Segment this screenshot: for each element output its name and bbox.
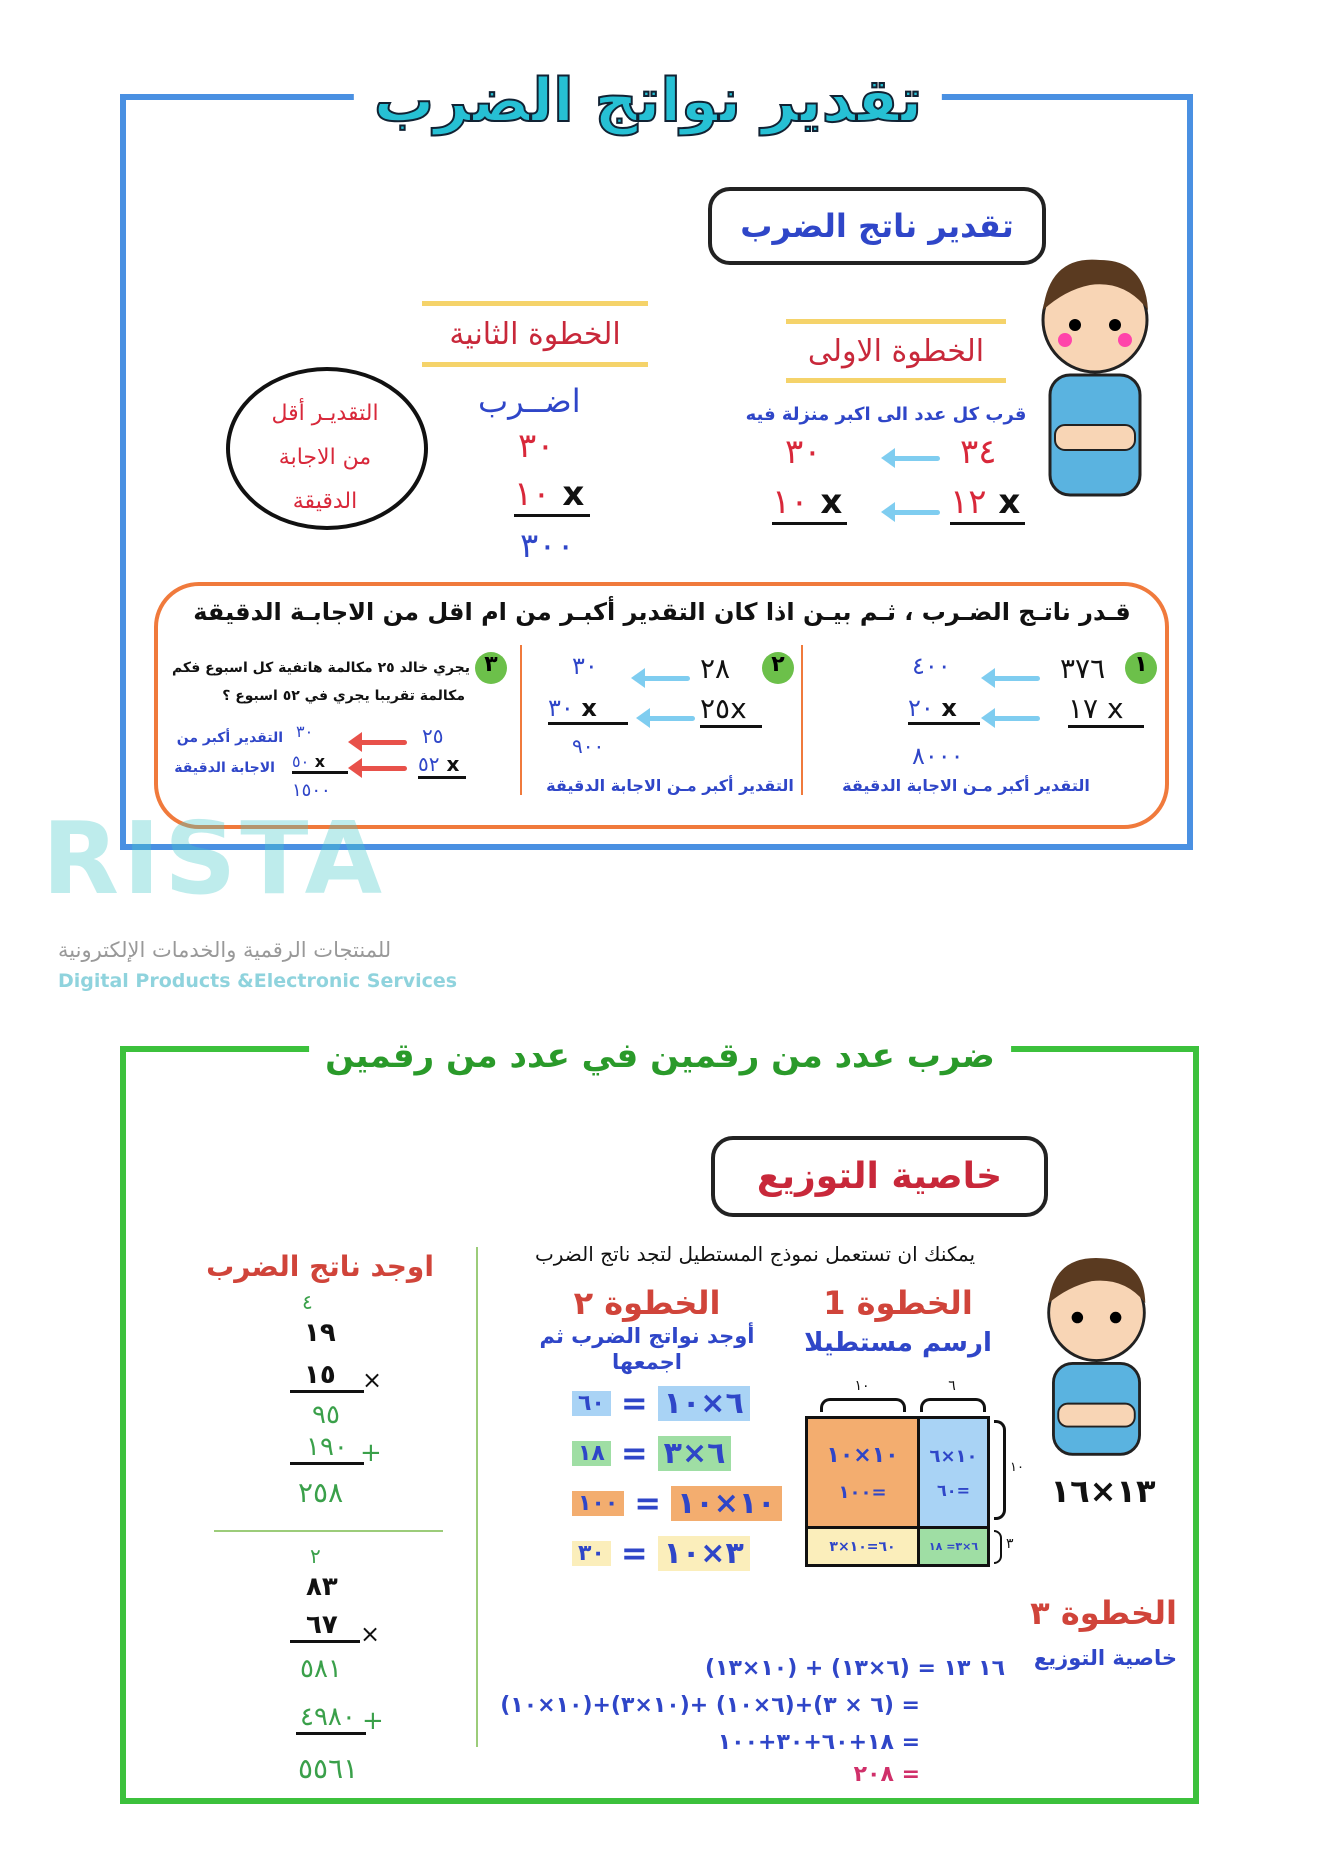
item-number-badge: ٣: [475, 652, 507, 684]
value: ٥٢: [418, 752, 440, 776]
plus-icon: +: [362, 1706, 384, 1736]
equals-sign: =: [620, 1434, 648, 1472]
item1-rb: ٢٠ x: [908, 694, 980, 725]
partial-product: ٥٨١: [300, 1654, 342, 1684]
partial-product: ٤٩٨٠: [296, 1702, 366, 1735]
step-one-instruction: قرب كل عدد الى اكبر منزلة فيه: [745, 404, 1027, 425]
step-two-text: الخطوة الثانية: [449, 316, 621, 352]
problem-label: ١٣×١٦: [1050, 1472, 1156, 1510]
arrow-icon: [985, 716, 1040, 721]
item1-note: التقدير أكبر مـن الاجابة الدقيقة: [842, 776, 1090, 795]
value: ٥٠: [292, 752, 310, 771]
product-row: [572, 1384, 750, 1422]
item3-note2: الاجابة الدقيقة: [174, 760, 275, 776]
carry-digit: ٢: [310, 1544, 321, 1568]
brace-icon: [920, 1398, 986, 1412]
step2-result: ٣٠٠: [520, 526, 575, 566]
value: ١٠: [514, 474, 551, 514]
item2-result: ٩٠٠: [572, 734, 605, 758]
rect-side-label-a: ١٠: [1010, 1460, 1024, 1475]
item3-a: ٢٥: [422, 724, 444, 748]
divider: [801, 645, 803, 795]
multiplier: ٦٧: [290, 1610, 360, 1643]
product-row: [572, 1534, 750, 1572]
rect-cell-ones-ones: [920, 1529, 987, 1564]
bottom-title: ضرب عدد من رقمين في عدد من رقمين: [309, 1036, 1011, 1076]
cell-text: ٦٠=١٠×٣: [829, 1538, 896, 1555]
rect-cell-tens-ones: [808, 1529, 920, 1564]
times-icon: ×: [362, 1366, 383, 1394]
dist-step1-instruction: ارسم مستطيلا: [804, 1328, 992, 1358]
step1-original-1: ٣٤: [960, 432, 997, 472]
times-icon: ×: [360, 1620, 381, 1648]
item2-b: ٢٥x: [700, 692, 762, 728]
exercise-header: قـدر ناتـج الضـرب ، ثـم بيـن اذا كان التقدير أكبـر من ام اقل من الاجابـة الدقيقة: [193, 598, 1131, 626]
step3-line: = (٦ × ٣)+(٦×١٠) +(١٠×٣)+(١٠×١٠): [500, 1693, 920, 1718]
item1-b: ١٧ x: [1068, 692, 1144, 728]
arrow-icon: [885, 456, 940, 461]
step2-n1: ٣٠: [518, 426, 555, 466]
step-one-label: [786, 319, 1006, 383]
arrow-icon: [635, 676, 690, 681]
item1-ra: ٤٠٠: [912, 652, 951, 680]
product-result: ١٠٠: [572, 1491, 624, 1516]
bubble-text: تقدير ناتج الضرب: [740, 207, 1014, 245]
product-result: ١٨: [572, 1441, 611, 1466]
multiplier: ١٥: [290, 1360, 364, 1393]
cell-text: ١٠×١٠: [826, 1442, 899, 1468]
value: ٢٠: [908, 694, 934, 722]
intro-text: يمكنك ان تستعمل نموذج المستطيل لتجد ناتج الضرب: [534, 1242, 976, 1266]
boy-icon: [1030, 240, 1160, 510]
step1-rounded-2: ١٠ x: [772, 482, 847, 525]
dist-step2-label: الخطوة ٢: [573, 1284, 721, 1322]
area-rectangle: [805, 1416, 990, 1567]
step-two-instruction: اضــرب: [478, 382, 581, 420]
product-expression: ٣×١٠: [658, 1536, 750, 1571]
item2-note: التقدير أكبر مـن الاجابة الدقيقة: [546, 776, 794, 795]
multiplicand: ١٩: [304, 1318, 336, 1348]
rect-cell-tens-tens: [808, 1419, 920, 1529]
multiplicand: ٨٣: [306, 1572, 338, 1602]
item2-rb: ٣٠ x: [548, 694, 628, 725]
dist-step1-label: الخطوة 1: [823, 1284, 973, 1322]
product-row: [572, 1434, 731, 1472]
step-one-text: الخطوة الاولى: [807, 333, 985, 369]
item3-rb: ٥٠ x: [292, 752, 348, 774]
dist-step3-sub: خاصية التوزيع: [1033, 1646, 1177, 1670]
arrow-icon: [885, 510, 940, 515]
item3-ra: ٣٠: [296, 722, 314, 741]
rect-top-label-b: ٦: [948, 1378, 956, 1394]
item3-b: ٥٢ x: [418, 752, 466, 779]
brace-icon: [994, 1530, 1002, 1564]
cloud-line: من الاجابة: [278, 445, 372, 470]
total: ٢٥٨: [298, 1476, 344, 1509]
cell-text: ٦٠=: [937, 1480, 970, 1500]
value: ١٠: [772, 482, 809, 522]
cloud-text: [271, 392, 378, 524]
watermark-line2: Digital Products &Electronic Services: [58, 970, 458, 992]
brace-icon: [994, 1420, 1006, 1520]
value: ٢٥: [700, 692, 731, 725]
item1-a: ٣٧٦: [1060, 652, 1106, 685]
partial-product: ٩٥: [312, 1400, 340, 1430]
equals-sign: =: [634, 1484, 662, 1522]
step1-original-2: ١٢ x: [950, 482, 1025, 525]
step3-line: = ١٨+٦٠+٣٠+١٠٠: [717, 1730, 920, 1755]
total: ٥٥٦١: [298, 1752, 359, 1785]
arrow-icon: [985, 676, 1040, 681]
equals-sign: =: [620, 1534, 648, 1572]
cell-text: ١٠٠=: [838, 1481, 887, 1503]
watermark-line1: للمنتجات الرقمية والخدمات الإلكترونية: [58, 938, 392, 962]
product-result: ٦٠: [572, 1391, 611, 1416]
bubble-text: خاصية التوزيع: [756, 1156, 1003, 1197]
rect-top-label-a: ١٠: [854, 1378, 870, 1394]
dist-step2-instruction2: اجمعها: [611, 1350, 683, 1374]
item3-question-line1: يجري خالد ٢٥ مكالمة هاتفية كل اسبوع فكم: [171, 660, 470, 676]
rect-cell-ones-tens: [920, 1419, 987, 1529]
item3-question-line2: مكالمة تقريبا يجري في ٥٢ اسبوع ؟: [222, 688, 465, 704]
watermark-logo: RISTA: [42, 800, 387, 917]
step2-n2: ١٠ x: [514, 474, 590, 517]
divider: [520, 645, 522, 795]
item-number-badge: ١: [1125, 652, 1157, 684]
product-result: ٣٠: [572, 1541, 611, 1566]
value: ٣٠: [548, 694, 574, 722]
step1-rounded-1: ٣٠: [785, 432, 822, 472]
speech-bubble-distributive: [711, 1136, 1048, 1217]
cloud-line: الدقيقة: [292, 489, 358, 514]
dist-step3-label: الخطوة ٣: [1030, 1594, 1177, 1632]
cell-text: ٦×٣= ١٨: [928, 1539, 979, 1553]
find-product-header: اوجد ناتج الضرب: [206, 1250, 434, 1283]
divider: [476, 1247, 478, 1747]
item2-ra: ٣٠: [572, 652, 598, 680]
item3-note1: التقدير أكبر من: [176, 730, 283, 746]
step-two-label: [422, 301, 648, 367]
product-expression: ٦×١٠: [658, 1386, 750, 1421]
top-title: تقدير نواتج الضرب: [354, 66, 942, 136]
item-number-badge: ٢: [762, 652, 794, 684]
divider: [214, 1530, 443, 1532]
arrow-icon: [352, 740, 407, 745]
product-expression: ٦×٣: [658, 1436, 732, 1471]
step3-result-line: = ٢٠٨: [853, 1762, 920, 1787]
arrow-icon: [640, 716, 695, 721]
dist-step2-instruction1: أوجد نواتج الضرب ثم: [539, 1324, 755, 1348]
speech-bubble-estimate: [708, 187, 1046, 265]
item3-result: ١٥٠٠: [292, 780, 331, 801]
brace-icon: [820, 1398, 906, 1412]
cell-text: ١٠×٦: [929, 1445, 978, 1467]
arrow-icon: [352, 766, 407, 771]
product-row: [572, 1484, 782, 1522]
rect-side-label-b: ٣: [1006, 1536, 1014, 1552]
step3-line: ١٦ ١٣ = (٦×١٣) + (١٠×١٣): [704, 1656, 1005, 1681]
boy-icon: [1034, 1241, 1159, 1461]
plus-icon: +: [360, 1438, 382, 1468]
value: ١٧: [1068, 692, 1099, 725]
value: ١٢: [950, 482, 987, 522]
carry-digit: ٤: [302, 1290, 313, 1314]
equals-sign: =: [620, 1384, 648, 1422]
partial-product: ١٩٠: [290, 1432, 364, 1465]
item2-a: ٢٨: [700, 652, 731, 685]
product-expression: ١٠×١٠: [671, 1486, 781, 1521]
item1-result: ٨٠٠٠: [912, 742, 964, 770]
cloud-line: التقديـر أقل: [271, 401, 379, 426]
